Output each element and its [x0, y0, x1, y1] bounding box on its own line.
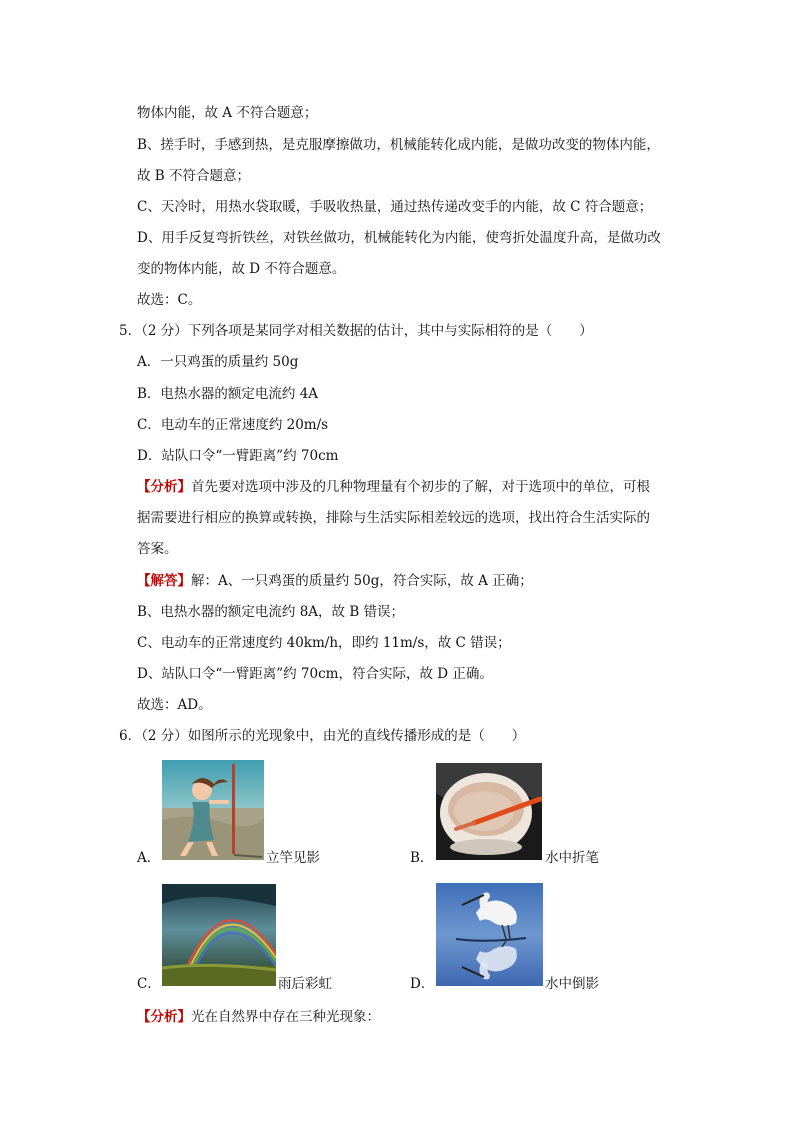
prev-answer-line: B、搓手时，手感到热，是克服摩擦做功，机械能转化成内能，是做功改变的物体内能，: [137, 137, 660, 153]
analysis-tag: 【分析】: [137, 1009, 191, 1025]
q6-option-b-caption: 水中折笔: [545, 850, 599, 866]
rainbow-picture: [162, 884, 276, 986]
q6-stem: 6．（2 分）如图所示的光现象中，由光的直线传播形成的是（ ）: [119, 728, 526, 744]
q6-option-b-letter: B．: [410, 850, 434, 866]
girl-pole-shadow-picture: [162, 760, 264, 860]
q5-answer-line-1: [137, 572, 533, 590]
q6-option-d-letter: D．: [410, 976, 435, 992]
answer-text: 解：A、一只鸡蛋的质量约 50g，符合实际，故 A 正确；: [191, 573, 533, 589]
q5-analysis-line-1: [137, 478, 650, 496]
q5-option-b: B．电热水器的额定电流约 4A: [137, 386, 319, 402]
q6-option-c-letter: C．: [137, 976, 161, 992]
analysis-text: 首先要对选项中涉及的几种物理量有个初步的了解，对于选项中的单位，可根: [191, 479, 650, 495]
prev-answer-line: C、天冷时，用热水袋取暖，手吸收热量，通过热传递改变手的内能，故 C 符合题意；: [137, 199, 653, 215]
answer-tag: 【解答】: [137, 573, 191, 589]
q6-option-a-caption: 立竿见影: [266, 850, 320, 866]
q6-option-c-caption: 雨后彩虹: [278, 976, 332, 992]
q5-analysis-line-3: 答案。: [137, 541, 178, 557]
q5-option-d: D．站队口令“一臂距离”约 70cm: [137, 448, 339, 464]
q5-analysis-line-2: 据需要进行相应的换算或转换，排除与生活实际相差较远的选项，找出符合生活实际的: [137, 510, 650, 526]
q5-answer-line-2: B、电热水器的额定电流约 8A，故 B 错误；: [137, 604, 405, 620]
q5-option-a: A．一只鸡蛋的质量约 50g: [137, 354, 299, 370]
prev-answer-conclusion: 故选：C。: [137, 292, 202, 308]
q6-analysis-line-1: [137, 1008, 380, 1026]
q6-option-d-caption: 水中倒影: [545, 976, 599, 992]
q5-answer-line-3: C、电动车的正常速度约 40km/h，即约 11m/s，故 C 错误；: [137, 635, 511, 651]
heron-reflection-picture: [436, 883, 543, 986]
prev-answer-line: D、用手反复弯折铁丝，对铁丝做功，机械能转化为内能，使弯折处温度升高，是做功改: [137, 230, 661, 246]
analysis-tag: 【分析】: [137, 479, 191, 495]
q6-option-a-letter: A．: [137, 850, 161, 866]
q5-answer-line-4: D、站队口令“一臂距离”约 70cm，符合实际，故 D 正确。: [137, 666, 493, 682]
prev-answer-line: 变的物体内能，故 D 不符合题意。: [137, 261, 346, 277]
q5-stem: 5．（2 分）下列各项是某同学对相关数据的估计，其中与实际相符的是（ ）: [119, 323, 593, 339]
q5-option-c: C．电动车的正常速度约 20m/s: [137, 417, 329, 433]
analysis-text: 光在自然界中存在三种光现象：: [191, 1009, 380, 1025]
pencil-in-bowl-picture: [436, 763, 542, 860]
prev-answer-line: 故 B 不符合题意；: [137, 168, 251, 184]
q5-answer-conclusion: 故选：AD。: [137, 697, 212, 713]
prev-answer-line: 物体内能，故 A 不符合题意；: [137, 105, 318, 121]
